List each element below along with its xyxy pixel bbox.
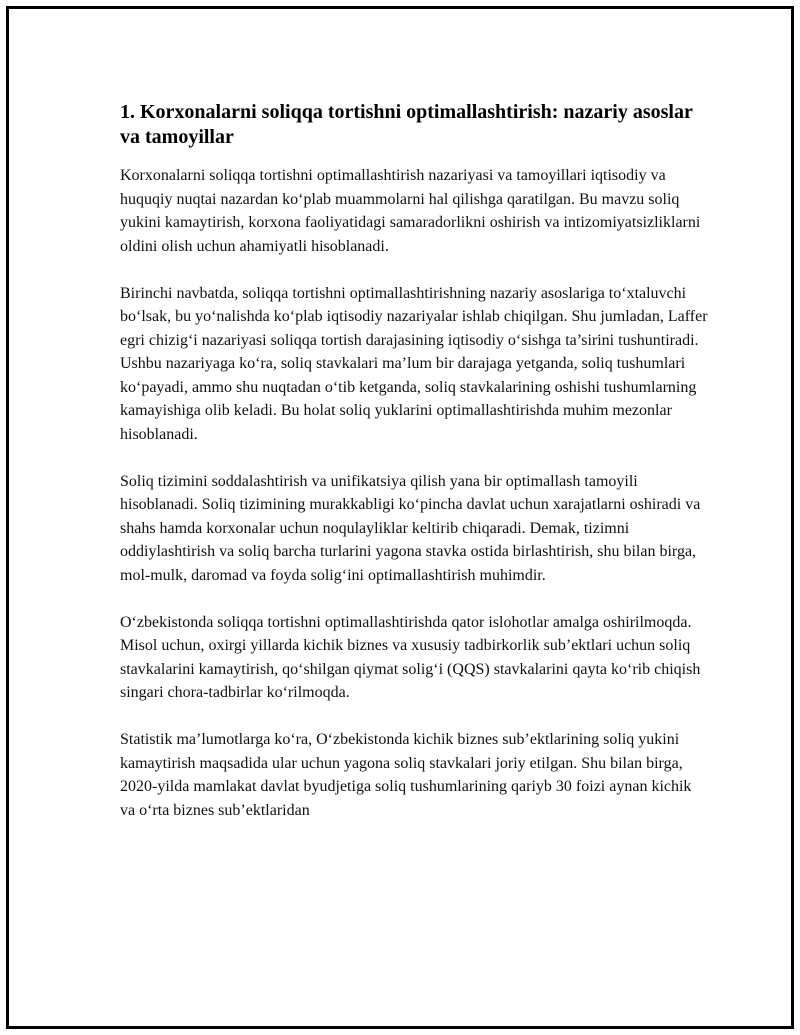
paragraph-laffer-curve: Birinchi navbatda, soliqqa tortishni optimallashtirishning nazariy asoslariga to‘xtaluvchi bo‘lsak, bu yo‘nalishda ko‘plab iqtisodiy nazariyalar ishlab chiqilgan. Shu jumladan, Laffer egri chizig‘i nazariyasi soliqqa tortish darajasining iqtisodiy o‘sishga ta’sirini tushuntiradi. Ushbu nazariyaga ko‘ra, soliq stavkalari ma’lum bir darajaga yetganda, soliq tushumlari ko‘payadi, ammo shu nuqtadan o‘tib ketganda, soliq stavkalarining oshishi tushumlarning kamayishiga olib keladi. Bu holat soliq yuklarini optimallashtirishda muhim mezonlar hisoblanadi. (120, 284, 708, 443)
paragraph-statistics: Statistik ma’lumotlarga ko‘ra, O‘zbekistonda kichik biznes sub’ektlarining soliq yukini kamaytirish maqsadida ular uchun yagona soliq stavkalari joriy etilgan. Shu bilan birga, 2020-yilda mamlakat davlat byudjetiga soliq tushumlarining qariyb 30 foizi aynan kichik va o‘rta biznes sub’ektlaridan (120, 731, 692, 819)
paragraph-simplification: Soliq tizimini soddalashtirish va unifikatsiya qilish yana bir optimallash tamoyili hisoblanadi. Soliq tizimining murakkabligi ko‘pincha davlat uchun xarajatlarni oshiradi va shahs hamda korxonalar uchun noqulayliklar keltirib chiqaradi. Demak, tizimni oddiylashtirish va soliq barcha turlarini yagona stavka ostida birlashtirish, shu bilan birga, mol-mulk, daromad va foyda solig‘ini optimallashtirish muhimdir. (120, 472, 701, 584)
paragraph-uzbekistan-reforms: O‘zbekistonda soliqqa tortishni optimallashtirishda qator islohotlar amalga oshirilmoqda. Misol uchun, oxirgi yillarda kichik biznes va xususiy tadbirkorlik sub’ektlari uchun soliq stavkalarini kamaytirish, qo‘shilgan qiymat solig‘i (QQS) stavkalarini qayta ko‘rib chiqish singari chora-tadbirlar ko‘rilmoqda. (120, 613, 701, 701)
page-frame (6, 6, 794, 1029)
document-body (120, 100, 710, 846)
section-heading: 1. Korxonalarni soliqqa tortishni optimallashtirish: nazariy asoslar va tamoyillar (120, 101, 693, 148)
paragraph-intro: Korxonalarni soliqqa tortishni optimallashtirish nazariyasi va tamoyillari iqtisodiy va huquqiy nuqtai nazardan ko‘plab muammolarni hal qilishga qaratilgan. Bu mavzu soliq yukini kamaytirish, korxona faoliyatidagi samaradorlikni oshirish va intizomiyatsizliklarni oldini olish uchun ahamiyatli hisoblanadi. (120, 167, 701, 255)
